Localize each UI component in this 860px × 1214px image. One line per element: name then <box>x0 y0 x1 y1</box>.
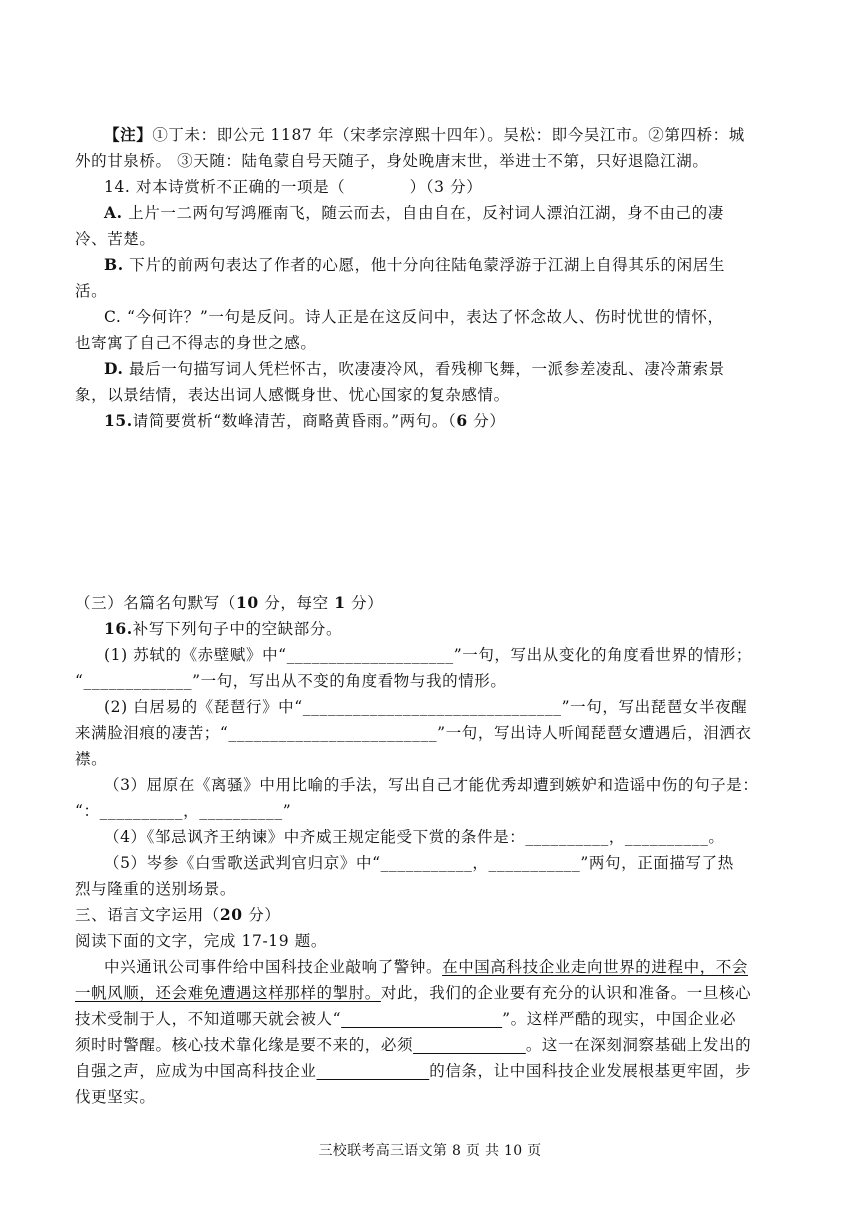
q14-option-b-cont: 活。 <box>75 282 108 300</box>
section-language-heading <box>75 904 280 926</box>
passage-blank-1 <box>341 1010 502 1028</box>
q16-item-3-line-2: “：__________，__________” <box>75 802 292 820</box>
section-3-total: 10 <box>236 593 259 612</box>
passage-line-5 <box>75 1060 751 1082</box>
q16-item-1-line-1: (1) 苏轼的《赤壁赋》中“____________________”一句，写出从变化的角度看世界的情形； <box>104 646 753 664</box>
q16-item-4: （4）《邹忌讽齐王纳谏》中齐威王规定能受下赏的条件是：__________，__________。 <box>104 828 725 846</box>
passage-blank-2 <box>413 1036 526 1054</box>
q15-end: 分） <box>467 412 506 430</box>
q16-item-2-line-3: 襟。 <box>75 750 108 768</box>
q16-title: 补写下列句子中的空缺部分。 <box>132 620 343 638</box>
q16-number: 16. <box>104 619 133 638</box>
q14-option-b <box>104 254 725 276</box>
section-3-mid: 分，每空 <box>258 594 335 612</box>
q15-stem <box>104 410 505 432</box>
passage-sentence-4: 须时时警醒。核心技术靠化缘是要不来的，必须 <box>75 1036 414 1054</box>
passage-line-1 <box>104 956 748 978</box>
q15-score: 6 <box>456 411 468 430</box>
section-language-end: 分） <box>242 906 281 924</box>
passage-line-4 <box>75 1034 751 1056</box>
section-language-total: 20 <box>219 905 243 924</box>
passage-sentence-5: 自强之声，应成为中国高科技企业 <box>75 1062 317 1080</box>
option-d-label: D. <box>104 359 124 378</box>
option-b-text: 下片的前两句表达了作者的心愿，他十分向往陆龟蒙浮游于江湖上自得其乐的闲居生 <box>123 256 725 274</box>
q16-item-1-line-2: “_____________”一句，写出从不变的角度看物与我的情形。 <box>75 672 507 690</box>
page-footer: 三校联考高三语文第 8 页 共 10 页 <box>318 1143 542 1159</box>
passage-sentence-3b: ”。这样严酷的现实，中国企业必 <box>502 1010 737 1028</box>
passage-line-6: 伐更坚实。 <box>75 1088 156 1106</box>
section-3-end: 分） <box>345 594 384 612</box>
reading-intro: 阅读下面的文字，完成 17-19 题。 <box>75 932 327 950</box>
q16-item-5-line-1: （5）岑参《白雪歌送武判官归京》中“___________，___________”两句，正面描写了热 <box>104 854 734 872</box>
note-bracket: 【注】 <box>104 125 153 144</box>
option-a-text: 上片一二两句写鸿雁南飞，随云而去，自由自在，反衬词人漂泊江湖，身不由己的凄 <box>122 204 724 222</box>
q14-option-a-cont: 冷、苦楚。 <box>75 230 156 248</box>
passage-sentence-3: 技术受制于人，不知道哪天就会被人“ <box>75 1010 342 1028</box>
passage-sentence-5b: 的信条，让中国科技企业发展根基更牢固，步 <box>429 1062 752 1080</box>
passage-line-3 <box>75 1008 736 1030</box>
passage-underlined-2: 一帆风顺，还会难免遭遇这样那样的掣肘。 <box>75 984 381 1002</box>
note-text-1: ①丁未：即公元 1187 年（宋孝宗淳熙十四年）。吴松：即今吴江市。②第四桥：城 <box>152 126 745 144</box>
q14-option-c-cont: 也寄寓了自己不得志的身世之感。 <box>75 334 317 352</box>
q14-option-d-cont: 象，以景结情，表达出词人感慨身世、忧心国家的复杂感情。 <box>75 386 510 404</box>
option-d-text: 最后一句描写词人凭栏怀古，吹凄凄冷风，看残柳飞舞，一派参差凌乱、凄冷萧索景 <box>123 360 725 378</box>
q16-item-2-line-2: 来满脸泪痕的凄苦；“_________________________”一句，写出诗人听闻琵琶女遭遇后，泪洒衣 <box>75 724 752 742</box>
q14-option-a <box>104 202 724 224</box>
passage-sentence-1: 中兴通讯公司事件给中国科技企业敲响了警钟。 <box>104 958 443 976</box>
q16-item-3-line-1: （3）屈原在《离骚》中用比喻的手法，写出自己才能优秀却遭到嫉妒和造谣中伤的句子是： <box>104 776 759 794</box>
option-b-label: B. <box>104 255 124 274</box>
passage-blank-3 <box>317 1062 430 1080</box>
q15-number: 15. <box>104 411 133 430</box>
q14-option-d <box>104 358 725 380</box>
section-language-pre: 三、语言文字运用（ <box>75 906 220 924</box>
passage-underlined-1: 在中国高科技企业走向世界的进程中，不会 <box>442 958 749 976</box>
passage-sentence-4b: 。这一在深刻洞察基础上发出的 <box>525 1036 752 1054</box>
q16-stem <box>104 618 342 640</box>
section-3-heading <box>75 592 383 614</box>
q14-option-c: C. “今何许？”一句是反问。诗人正是在这反问中，表达了怀念故人、伤时忧世的情怀， <box>104 308 724 326</box>
section-3-per: 1 <box>334 593 346 612</box>
q16-item-2-line-1: (2) 白居易的《琵琶行》中“_______________________________”一句，写出琵琶女半夜醒 <box>104 698 748 716</box>
q16-item-5-line-2: 烈与隆重的送别场景。 <box>75 880 237 898</box>
passage-line-2 <box>75 982 751 1004</box>
note-line-2: 外的甘泉桥。 ③天随：陆龟蒙自号天随子，身处晚唐末世，举进士不第，只好退隐江湖。 <box>75 152 709 170</box>
q15-text: 请简要赏析“数峰清苦，商略黄昏雨。”两句。（ <box>132 412 457 430</box>
section-3-pre: （三）名篇名句默写（ <box>75 594 237 612</box>
passage-sentence-2: 对此，我们的企业要有充分的认识和准备。一旦核心 <box>380 984 752 1002</box>
q14-stem: 14. 对本诗赏析不正确的一项是（ ）（3 分） <box>104 178 483 196</box>
option-a-label: A. <box>104 203 123 222</box>
note-line-1 <box>104 124 745 146</box>
